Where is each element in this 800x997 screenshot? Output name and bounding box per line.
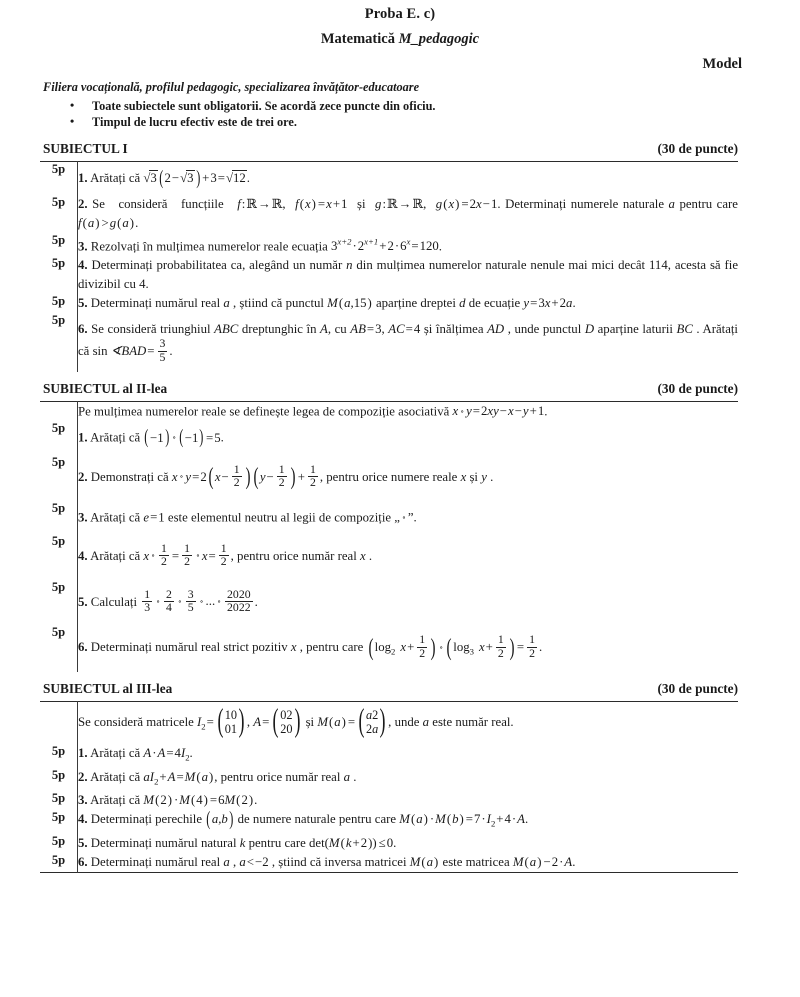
- problem-number: 5.: [78, 296, 88, 311]
- math-expression: $\frac{1}{3}$ ∘ $\frac{2}{4}$ ∘ $\frac{3}{5}$ ∘ ... ∘ $\frac{2020}{2022}$: [144, 587, 251, 615]
- problem-number: 3.: [78, 793, 88, 808]
- table-row: [40, 421, 738, 454]
- section-intro: Pe mulțimea numerelor reale se definește legea de compoziție asociativă x ∘ y=2xy−x−y+1.: [78, 404, 548, 419]
- math-expression: x ∘ y=2xy−x−y+1: [452, 404, 545, 419]
- math-symbol: AD: [487, 322, 505, 337]
- problem-number: 1.: [78, 171, 88, 185]
- math-expression: $3^{x+2}\cdot 2^{x+1}+2\cdot 6^x=120$: [331, 237, 439, 254]
- list-item: [70, 98, 800, 114]
- section-title: SUBIECTUL al II-lea: [43, 380, 168, 396]
- problem-table-section-1: [40, 161, 738, 372]
- list-item: [70, 114, 800, 130]
- math-symbol: x: [290, 640, 297, 655]
- exam-notes-list: [0, 98, 800, 130]
- table-row: [40, 195, 738, 233]
- problem-number: 1.: [78, 430, 88, 445]
- section-title: SUBIECTUL I: [43, 141, 128, 156]
- section-points: (30 de puncte): [657, 380, 738, 396]
- math-expression: A= ( 0 2 2 0 ): [253, 703, 300, 740]
- math-symbol: 114: [649, 258, 668, 273]
- problem-body: 1. Arătați că $A\cdot A=4I_2$.: [78, 745, 193, 763]
- math-expression: g(x) =2x−1: [435, 197, 498, 211]
- math-expression: x ∘ $\frac{1}{2}$ = $\frac{1}{2}$ ∘ x= $\frac{1}{2}$: [143, 541, 227, 569]
- table-row: [40, 701, 738, 744]
- points-cell: 5p: [40, 853, 78, 873]
- math-expression: f:ℝ→ℝ: [237, 197, 283, 211]
- problem-number: 3.: [78, 509, 88, 524]
- math-symbol: BC: [676, 322, 693, 337]
- problem-table-section-3: [40, 701, 738, 873]
- problem-body: 6. Determinați numărul real strict pozitiv x , pentru care ( $\log_2 x+$ $\frac{1}{2}$ ) ∘ ( $\log_3 x+$ $\frac{1}{2}$ ) = $\frac{1}{2}$ .: [78, 633, 543, 661]
- math-expression: det(M(k+2)) ≤0: [308, 835, 394, 850]
- math-expression: M(a): [409, 854, 439, 869]
- math-symbol: A: [320, 322, 328, 337]
- note-text: Toate subiectele sunt obligatorii. Se acordă zece puncte din oficiu.: [92, 99, 436, 113]
- problem-body: 3. Rezolvați în mulțimea numerelor reale ecuația $3^{x+2}\cdot 2^{x+1}+2\cdot 6^x=120$.: [78, 237, 442, 254]
- table-row: [40, 625, 738, 671]
- note-text: Timpul de lucru efectiv este de trei ore.: [92, 115, 297, 129]
- math-symbol: a: [223, 854, 230, 869]
- math-expression: e=1: [143, 509, 165, 524]
- problem-table-section-2: [40, 401, 738, 672]
- table-row: [40, 256, 738, 294]
- problem-body: 4. Determinați perechile (a,b) de numere naturale pentru care $M(a) \cdot M(b) =7\cdot I_2+4\cdot A$.: [78, 807, 529, 830]
- problem-number: 2.: [78, 769, 88, 784]
- section-points: (30 de puncte): [657, 141, 738, 156]
- points-cell: 5p: [40, 455, 78, 501]
- points-cell: 5p: [40, 501, 78, 534]
- math-symbol: a: [223, 296, 230, 311]
- bullet-icon: •: [70, 98, 75, 112]
- points-cell: 5p: [40, 768, 78, 792]
- math-expression: $I_2=$ ( 1 0 0 1 ): [197, 703, 245, 740]
- math-expression: M(a) = ( a 2 2 a ): [317, 703, 386, 740]
- math-symbol: n: [346, 258, 353, 273]
- problem-body: 1. Arătați că (−1) ∘ (−1) =5.: [78, 426, 224, 449]
- filiera-line: Filiera vocațională, profilul pedagogic, specializarea învățător-educatoare: [43, 80, 420, 94]
- math-expression: $aI_2+A=M(a)$: [143, 769, 214, 787]
- problem-number: 4.: [78, 548, 88, 563]
- math-expression: $M(a) \cdot M(b) =7\cdot I_2+4\cdot A$: [399, 812, 525, 829]
- table-row: [40, 580, 738, 626]
- section-header-3: [0, 681, 800, 697]
- table-row: [40, 810, 738, 834]
- table-row: [40, 233, 738, 256]
- math-expression: $A\cdot A=4I_2$: [143, 745, 190, 763]
- points-cell: 5p: [40, 162, 78, 196]
- table-row: [40, 834, 738, 853]
- section-title: SUBIECTUL al III-lea: [43, 680, 173, 696]
- points-cell: 5p: [40, 625, 78, 671]
- math-symbol: y: [481, 469, 487, 484]
- problem-body: 6. Se consideră triunghiul ABC dreptunghic în A, cu AB=3, AC=4 și înălțimea AD , unde punctul D aparține laturii BC . Arătați că sin ∢BAD= $\frac{3}{5}$ .: [78, 322, 738, 364]
- points-cell: 5p: [40, 233, 78, 256]
- math-symbol: k: [239, 835, 246, 850]
- table-row: [40, 294, 738, 313]
- problem-body: 4. Arătați că x ∘ $\frac{1}{2}$ = $\frac{1}{2}$ ∘ x= $\frac{1}{2}$ , pentru orice număr real x .: [78, 541, 373, 569]
- exam-title-proba: Proba E. c): [364, 6, 436, 22]
- math-expression: M(a) −2·A: [512, 854, 573, 869]
- math-symbol: a: [343, 769, 351, 784]
- table-row: [40, 313, 738, 372]
- math-expression: x ∘ y=2( x− $\frac{1}{2}$ ) ( y− $\frac{1}{2}$ ) + $\frac{1}{2}$: [171, 462, 316, 490]
- problem-number: 6.: [78, 640, 88, 655]
- math-expression: y=3x+2a: [523, 296, 573, 311]
- math-expression: ( $\log_2 x+$ $\frac{1}{2}$ ) ∘ ( $\log_3 x+$ $\frac{1}{2}$ ) = $\frac{1}{2}$: [368, 633, 535, 661]
- law-symbol: ∘: [401, 512, 406, 522]
- problem-body: 5. Calculați $\frac{1}{3}$ ∘ $\frac{2}{4}$ ∘ $\frac{3}{5}$ ∘ ... ∘ $\frac{2020}{2022}$ .: [78, 587, 258, 615]
- points-cell: 5p: [40, 534, 78, 580]
- points-cell: 5p: [40, 313, 78, 372]
- problem-number: 5.: [78, 835, 88, 850]
- problem-number: 2.: [78, 469, 88, 484]
- table-row: [40, 853, 738, 873]
- math-expression: f(x) =x+1: [295, 197, 348, 211]
- table-row: [40, 791, 738, 810]
- math-expression: a<−2: [239, 854, 269, 869]
- math-symbol: D: [584, 322, 595, 337]
- problem-number: 3.: [78, 239, 88, 254]
- math-symbol: a: [422, 714, 430, 729]
- math-expression: g:ℝ→ℝ: [375, 197, 424, 211]
- section-header-2: [0, 381, 800, 397]
- problem-body: 2. Demonstrați că x ∘ y=2( x− $\frac{1}{2}$ ) ( y− $\frac{1}{2}$ ) + $\frac{1}{2}$ , pentru orice numere reale x și y .: [78, 462, 494, 490]
- bullet-icon: •: [70, 114, 75, 128]
- table-row: [40, 768, 738, 792]
- points-cell: 5p: [40, 421, 78, 454]
- math-expression: (a,b): [206, 807, 234, 830]
- problem-body: 2. Se consideră funcțiile f:ℝ→ℝ, f(x) =x+1 și g:ℝ→ℝ, g(x) =2x−1. Determinați numerele naturale a pentru care f(a) >g(a).: [78, 197, 738, 230]
- math-expression: sin ∢BAD= $\frac{3}{5}$: [92, 337, 166, 364]
- points-cell: 5p: [40, 195, 78, 233]
- math-expression: M(2) ·M(4) =6M(2): [143, 793, 254, 808]
- points-cell: 5p: [40, 580, 78, 626]
- points-cell: 5p: [40, 256, 78, 294]
- table-row: [40, 744, 738, 768]
- problem-body: 5. Determinați numărul real a , știind că punctul M(a,15) aparține dreptei d de ecuație y=3x+2a.: [78, 296, 576, 311]
- table-row: [40, 162, 738, 196]
- math-symbol: x: [360, 548, 366, 563]
- section-intro: Se consideră matricele $I_2=$ ( 1 0 0 1 ) , A= ( 0 2 2 0 ) și M(a) = ( a 2 2 a ) , unde a este număr real.: [78, 703, 514, 740]
- points-cell: 5p: [40, 810, 78, 834]
- math-symbol: ABC: [214, 322, 239, 337]
- problem-body: 6. Determinați numărul real a , a<−2 , știind că inversa matricei M(a) este matricea M(a) −2·A.: [78, 854, 576, 869]
- problem-body: 4. Determinați probabilitatea ca, alegând un număr n din mulțimea numerelor naturale nenule mai mici decât 114, acesta să fie divizibil cu 4.: [78, 258, 738, 292]
- points-cell: 5p: [40, 294, 78, 313]
- table-row: [40, 534, 738, 580]
- math-expression: M(a,15): [327, 296, 372, 311]
- table-row: [40, 455, 738, 501]
- math-symbol: x: [460, 469, 467, 484]
- problem-number: 6.: [78, 322, 88, 337]
- points-cell-empty: [40, 401, 78, 421]
- section-points: (30 de puncte): [657, 680, 738, 696]
- problem-number: 2.: [78, 197, 88, 211]
- points-cell: 5p: [40, 834, 78, 853]
- problem-body: 1. Arătați că √3 (2−√3 ) +3=√12.: [78, 166, 250, 189]
- table-row: [40, 501, 738, 534]
- problem-number: 1.: [78, 745, 88, 760]
- points-cell-empty: [40, 701, 78, 744]
- problem-number: 4.: [78, 258, 88, 273]
- math-symbol: 4: [139, 277, 146, 292]
- exam-subject-line: [0, 23, 800, 48]
- section-header-1: [0, 141, 800, 157]
- problem-number: 6.: [78, 854, 88, 869]
- problem-body: 3. Arătați că e=1 este elementul neutru al legii de compoziție „ ∘ ”.: [78, 509, 417, 524]
- points-cell: 5p: [40, 744, 78, 768]
- math-expression: (−1) ∘ (−1) =5: [144, 426, 221, 449]
- problem-number: 5.: [78, 594, 88, 609]
- math-symbol: a: [668, 197, 675, 211]
- problem-body: 2. Arătați că $aI_2+A=M(a)$, pentru orice număr real a .: [78, 769, 357, 787]
- problem-body: 3. Arătați că M(2) ·M(4) =6M(2).: [78, 793, 258, 808]
- math-expression: AB=3: [350, 322, 382, 337]
- subject-name: Matematică: [320, 31, 395, 47]
- math-expression: f(a) >g(a): [78, 216, 135, 230]
- problem-number: 4.: [78, 812, 88, 827]
- subject-code: M_pedagogic: [398, 31, 480, 47]
- math-symbol: d: [459, 296, 466, 311]
- points-cell: 5p: [40, 791, 78, 810]
- math-expression: √3 (2−√3 ) +3=√12: [143, 166, 246, 189]
- math-expression: AC=4: [388, 322, 421, 337]
- model-label: Model: [702, 56, 742, 72]
- problem-body: 5. Determinați numărul natural k pentru care det(M(k+2)) ≤0.: [78, 835, 397, 850]
- table-row: [40, 401, 738, 421]
